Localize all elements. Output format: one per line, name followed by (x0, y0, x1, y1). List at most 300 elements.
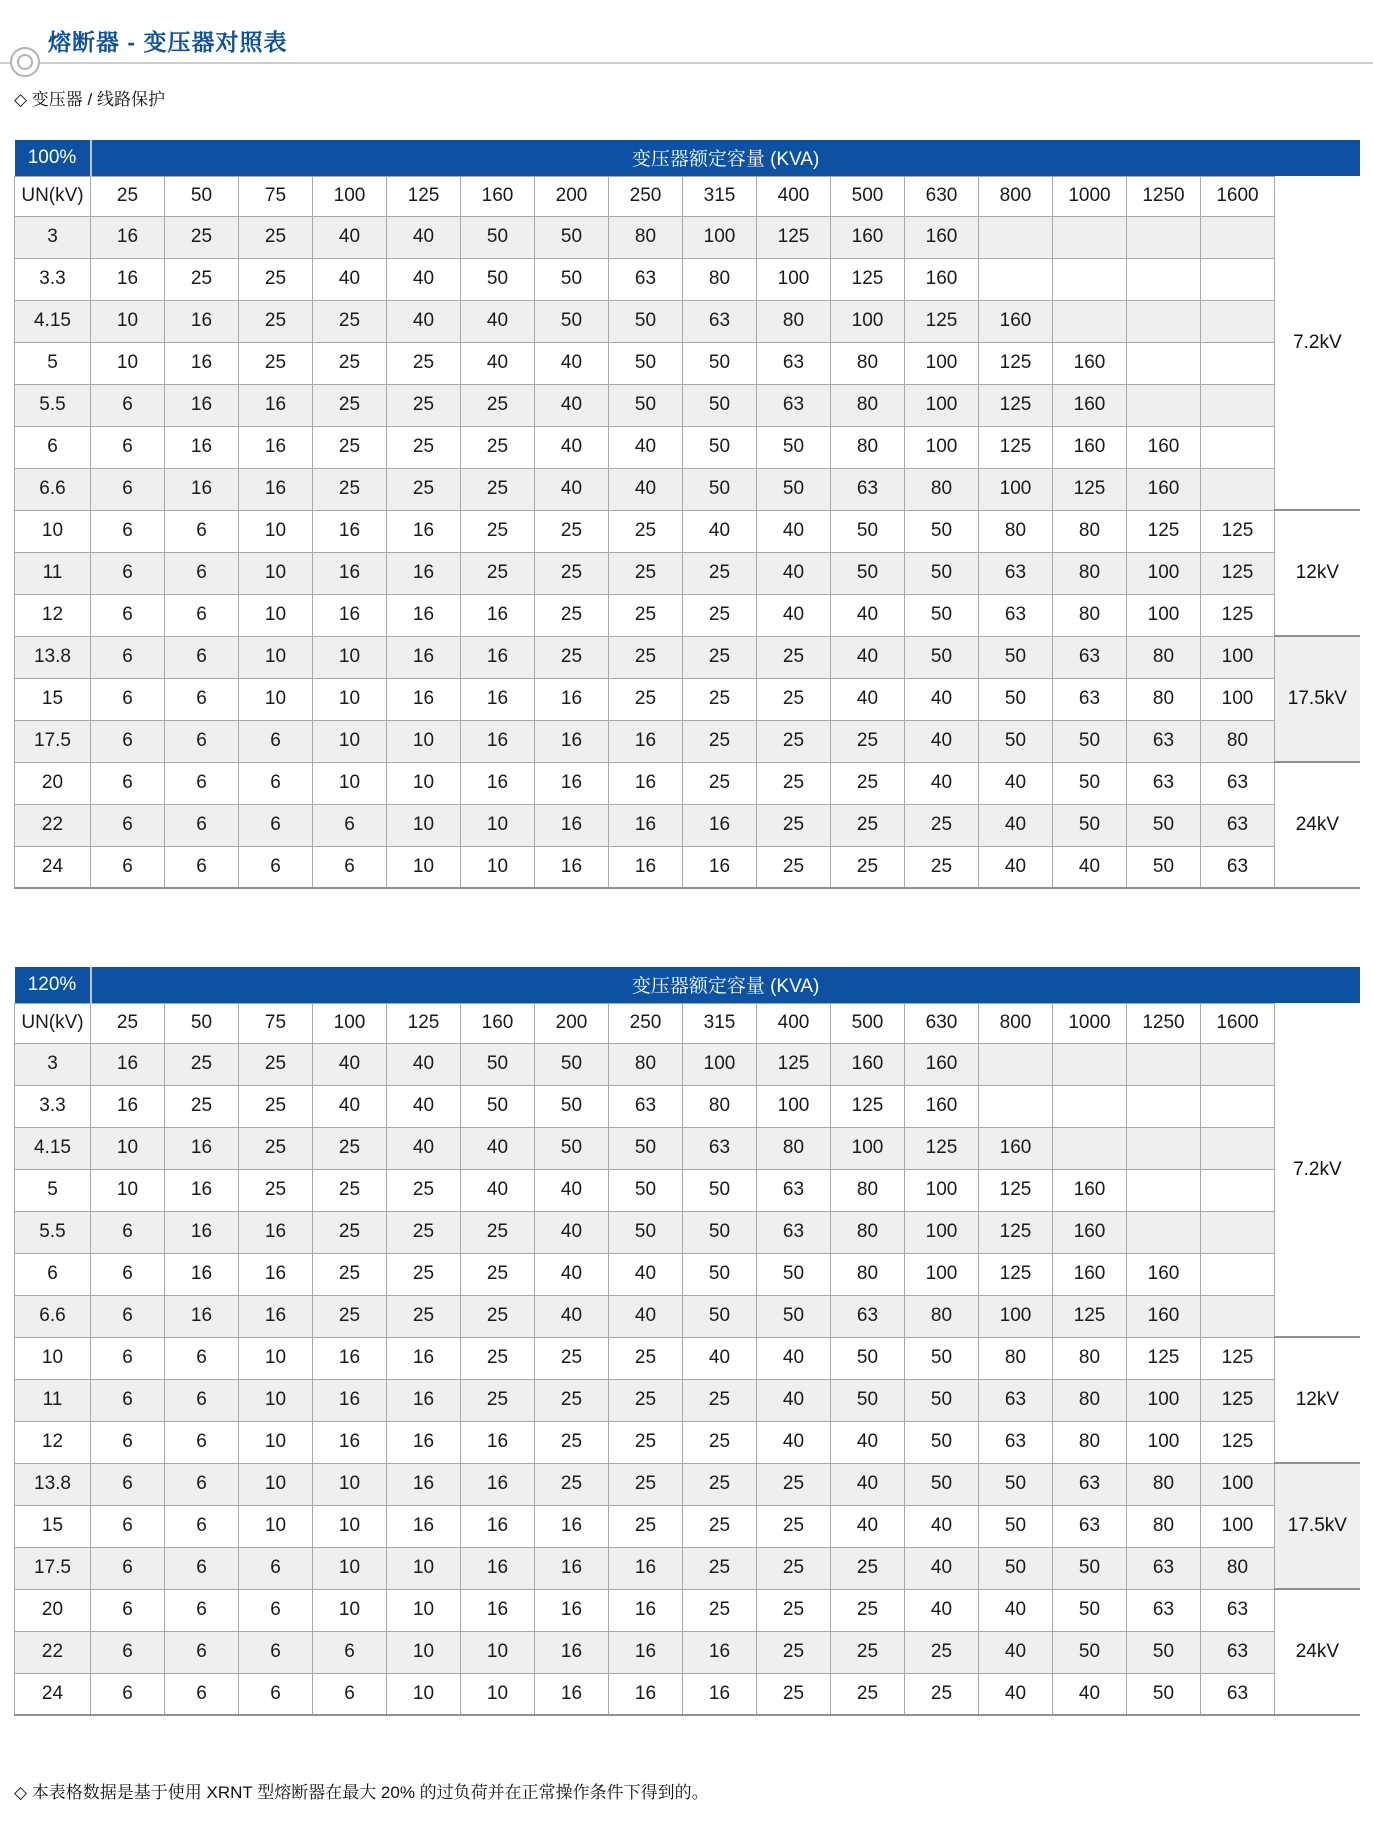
value-cell: 25 (387, 426, 461, 468)
value-cell: 16 (535, 1673, 609, 1715)
value-cell: 40 (979, 804, 1053, 846)
value-cell: 63 (979, 594, 1053, 636)
value-cell: 16 (461, 678, 535, 720)
value-cell (1127, 1043, 1201, 1085)
value-cell: 50 (683, 426, 757, 468)
value-cell: 50 (683, 468, 757, 510)
value-cell: 40 (461, 1169, 535, 1211)
value-cell: 25 (535, 552, 609, 594)
data-row (15, 1631, 1360, 1673)
value-cell: 40 (313, 1085, 387, 1127)
value-cell: 63 (757, 384, 831, 426)
value-cell: 100 (831, 1127, 905, 1169)
value-cell: 25 (831, 1589, 905, 1631)
data-row (15, 552, 1360, 594)
value-cell: 50 (831, 1337, 905, 1379)
value-cell: 10 (387, 762, 461, 804)
table-120-percent (14, 967, 1360, 1716)
value-cell: 25 (461, 1337, 535, 1379)
value-cell: 10 (461, 1673, 535, 1715)
data-row (15, 1211, 1360, 1253)
value-cell: 63 (609, 1085, 683, 1127)
value-cell: 100 (1201, 678, 1275, 720)
value-cell: 16 (165, 1253, 239, 1295)
value-cell: 40 (313, 216, 387, 258)
value-cell: 16 (535, 846, 609, 888)
capacity-column-header: 25 (91, 1003, 165, 1043)
value-cell: 16 (387, 552, 461, 594)
value-cell: 25 (683, 552, 757, 594)
footnote: ◇ 本表格数据是基于使用 XRNT 型熔断器在最大 20% 的过负荷并在正常操作条件下得到的。 (14, 1783, 709, 1802)
value-cell: 50 (831, 552, 905, 594)
value-cell: 25 (609, 552, 683, 594)
value-cell: 25 (683, 594, 757, 636)
value-cell: 100 (905, 426, 979, 468)
value-cell: 10 (387, 804, 461, 846)
value-cell: 50 (905, 1379, 979, 1421)
data-row (15, 1463, 1360, 1505)
value-cell: 40 (387, 216, 461, 258)
un-value-cell: 17.5 (15, 1547, 91, 1589)
un-value-cell: 17.5 (15, 720, 91, 762)
data-row (15, 300, 1360, 342)
value-cell: 6 (165, 762, 239, 804)
table-title-row (15, 967, 1360, 1003)
value-cell (1201, 300, 1275, 342)
value-cell: 10 (239, 636, 313, 678)
value-cell: 80 (1053, 1379, 1127, 1421)
value-cell: 6 (165, 1547, 239, 1589)
value-cell (979, 1085, 1053, 1127)
value-cell: 125 (757, 1043, 831, 1085)
value-cell: 40 (461, 342, 535, 384)
value-cell: 16 (165, 468, 239, 510)
value-cell: 40 (905, 1547, 979, 1589)
value-cell: 16 (683, 804, 757, 846)
capacity-header-cell: 变压器额定容量 (KVA) (91, 967, 1360, 1003)
value-cell: 40 (609, 426, 683, 468)
value-cell: 25 (387, 1295, 461, 1337)
value-cell (1053, 258, 1127, 300)
value-cell: 50 (1053, 804, 1127, 846)
value-cell: 50 (905, 510, 979, 552)
value-cell: 80 (757, 300, 831, 342)
value-cell: 40 (461, 1127, 535, 1169)
value-cell: 25 (757, 1631, 831, 1673)
value-cell: 10 (313, 1547, 387, 1589)
value-cell: 6 (239, 762, 313, 804)
value-cell: 80 (1127, 678, 1201, 720)
data-row (15, 510, 1360, 552)
value-cell: 80 (905, 1295, 979, 1337)
value-cell: 25 (683, 636, 757, 678)
value-cell: 63 (979, 1421, 1053, 1463)
value-cell: 80 (683, 258, 757, 300)
value-cell: 40 (757, 1337, 831, 1379)
data-row (15, 426, 1360, 468)
value-cell: 100 (905, 1169, 979, 1211)
value-cell (979, 216, 1053, 258)
value-cell: 6 (91, 1547, 165, 1589)
un-value-cell: 3 (15, 216, 91, 258)
value-cell: 10 (313, 1463, 387, 1505)
value-cell: 50 (609, 1169, 683, 1211)
value-cell: 16 (313, 594, 387, 636)
value-cell: 6 (165, 1379, 239, 1421)
value-cell: 6 (91, 762, 165, 804)
value-cell: 50 (683, 1169, 757, 1211)
value-cell (1127, 216, 1201, 258)
value-cell: 25 (387, 468, 461, 510)
value-cell (1201, 342, 1275, 384)
value-cell: 50 (683, 384, 757, 426)
value-cell: 160 (831, 216, 905, 258)
value-cell: 40 (313, 1043, 387, 1085)
value-cell: 160 (905, 258, 979, 300)
value-cell: 100 (1127, 594, 1201, 636)
value-cell: 40 (831, 594, 905, 636)
page-title: 熔断器 - 变压器对照表 (48, 29, 288, 55)
un-value-cell: 13.8 (15, 1463, 91, 1505)
capacity-column-header: 315 (683, 176, 757, 216)
capacity-column-header: 630 (905, 1003, 979, 1043)
value-cell: 6 (91, 1589, 165, 1631)
value-cell: 125 (831, 1085, 905, 1127)
capacity-column-header: 75 (239, 176, 313, 216)
value-cell: 50 (609, 1211, 683, 1253)
value-cell: 160 (979, 300, 1053, 342)
value-cell: 40 (535, 342, 609, 384)
value-cell: 50 (905, 1421, 979, 1463)
value-cell: 50 (979, 1505, 1053, 1547)
value-cell: 25 (313, 384, 387, 426)
value-cell (1201, 1169, 1275, 1211)
value-cell: 16 (609, 762, 683, 804)
data-row (15, 1589, 1360, 1631)
value-cell: 16 (461, 1505, 535, 1547)
kv-group-cell: 24kV (1275, 1589, 1360, 1715)
un-value-cell: 3 (15, 1043, 91, 1085)
value-cell: 16 (535, 1589, 609, 1631)
value-cell: 63 (831, 1295, 905, 1337)
capacity-column-header: 400 (757, 176, 831, 216)
un-value-cell: 10 (15, 1337, 91, 1379)
value-cell: 6 (91, 1421, 165, 1463)
capacity-column-header: 250 (609, 1003, 683, 1043)
value-cell: 100 (757, 1085, 831, 1127)
data-row (15, 342, 1360, 384)
column-header-row (15, 176, 1360, 216)
value-cell: 25 (609, 1505, 683, 1547)
value-cell: 25 (757, 678, 831, 720)
capacity-column-header: 1600 (1201, 176, 1275, 216)
un-value-cell: 6 (15, 1253, 91, 1295)
value-cell: 25 (609, 1421, 683, 1463)
value-cell: 50 (757, 1295, 831, 1337)
value-cell: 25 (535, 1421, 609, 1463)
value-cell (1127, 1169, 1201, 1211)
value-cell: 100 (1127, 1379, 1201, 1421)
value-cell: 16 (313, 1421, 387, 1463)
value-cell: 40 (831, 1421, 905, 1463)
value-cell: 25 (757, 1589, 831, 1631)
value-cell: 10 (313, 762, 387, 804)
value-cell (1201, 384, 1275, 426)
value-cell: 160 (905, 1085, 979, 1127)
value-cell: 6 (239, 846, 313, 888)
un-value-cell: 5 (15, 1169, 91, 1211)
value-cell (979, 258, 1053, 300)
capacity-column-header: 50 (165, 1003, 239, 1043)
value-cell: 40 (535, 1169, 609, 1211)
value-cell: 40 (461, 300, 535, 342)
value-cell: 50 (535, 1127, 609, 1169)
value-cell: 16 (239, 468, 313, 510)
kv-group-cell: 24kV (1275, 762, 1360, 888)
value-cell: 25 (165, 1085, 239, 1127)
un-kv-header-cell: UN(kV) (15, 176, 91, 216)
value-cell: 125 (979, 1253, 1053, 1295)
value-cell: 40 (905, 678, 979, 720)
percent-cell: 120% (15, 967, 91, 1003)
capacity-column-header: 200 (535, 1003, 609, 1043)
un-value-cell: 5 (15, 342, 91, 384)
value-cell: 40 (535, 426, 609, 468)
value-cell: 6 (91, 1379, 165, 1421)
value-cell: 25 (905, 846, 979, 888)
un-value-cell: 5.5 (15, 1211, 91, 1253)
capacity-column-header: 160 (461, 176, 535, 216)
value-cell: 50 (757, 468, 831, 510)
value-cell: 25 (387, 1211, 461, 1253)
value-cell: 50 (683, 1211, 757, 1253)
value-cell: 16 (535, 678, 609, 720)
value-cell (1201, 1085, 1275, 1127)
data-row (15, 846, 1360, 888)
value-cell: 6 (313, 846, 387, 888)
un-value-cell: 10 (15, 510, 91, 552)
data-row (15, 1673, 1360, 1715)
capacity-column-header: 200 (535, 176, 609, 216)
value-cell: 40 (609, 468, 683, 510)
value-cell: 50 (1053, 1547, 1127, 1589)
value-cell: 40 (757, 594, 831, 636)
value-cell: 40 (535, 384, 609, 426)
value-cell: 125 (757, 216, 831, 258)
value-cell (1053, 1127, 1127, 1169)
value-cell: 63 (1201, 846, 1275, 888)
value-cell: 6 (165, 846, 239, 888)
value-cell: 25 (387, 384, 461, 426)
value-cell: 40 (683, 1337, 757, 1379)
value-cell: 25 (683, 1505, 757, 1547)
value-cell: 125 (1201, 552, 1275, 594)
value-cell: 10 (461, 846, 535, 888)
value-cell: 10 (461, 1631, 535, 1673)
value-cell: 25 (609, 510, 683, 552)
value-cell: 40 (1053, 1673, 1127, 1715)
value-cell: 16 (387, 594, 461, 636)
value-cell: 25 (609, 1463, 683, 1505)
value-cell: 80 (831, 384, 905, 426)
value-cell: 63 (1053, 636, 1127, 678)
value-cell: 6 (313, 1673, 387, 1715)
value-cell: 25 (239, 1169, 313, 1211)
value-cell: 16 (239, 384, 313, 426)
value-cell (1127, 1211, 1201, 1253)
data-row (15, 636, 1360, 678)
table-100-percent (14, 140, 1360, 889)
value-cell: 16 (535, 804, 609, 846)
value-cell: 10 (239, 1421, 313, 1463)
table-title-row (15, 140, 1360, 176)
value-cell: 63 (979, 1379, 1053, 1421)
value-cell: 25 (165, 258, 239, 300)
value-cell: 6 (239, 720, 313, 762)
data-row (15, 1337, 1360, 1379)
value-cell: 16 (165, 300, 239, 342)
value-cell: 63 (757, 342, 831, 384)
value-cell: 25 (535, 1337, 609, 1379)
value-cell: 25 (831, 1547, 905, 1589)
value-cell (1127, 1085, 1201, 1127)
value-cell: 50 (831, 510, 905, 552)
value-cell: 16 (387, 678, 461, 720)
value-cell: 50 (979, 1547, 1053, 1589)
value-cell: 40 (831, 678, 905, 720)
value-cell: 16 (313, 552, 387, 594)
value-cell: 25 (535, 1463, 609, 1505)
value-cell: 25 (461, 426, 535, 468)
capacity-column-header: 25 (91, 176, 165, 216)
capacity-column-header: 500 (831, 1003, 905, 1043)
data-row (15, 1127, 1360, 1169)
value-cell: 40 (905, 720, 979, 762)
value-cell: 80 (609, 216, 683, 258)
capacity-header-cell: 变压器额定容量 (KVA) (91, 140, 1360, 176)
value-cell: 10 (387, 1589, 461, 1631)
value-cell: 160 (905, 216, 979, 258)
value-cell: 100 (905, 384, 979, 426)
value-cell: 16 (165, 384, 239, 426)
value-cell: 63 (1201, 762, 1275, 804)
value-cell: 63 (757, 1169, 831, 1211)
value-cell: 10 (387, 846, 461, 888)
value-cell: 16 (683, 1673, 757, 1715)
value-cell: 6 (239, 804, 313, 846)
value-cell: 25 (683, 720, 757, 762)
value-cell: 50 (609, 1127, 683, 1169)
value-cell: 40 (387, 300, 461, 342)
data-row (15, 384, 1360, 426)
data-row (15, 1253, 1360, 1295)
value-cell: 25 (461, 1379, 535, 1421)
value-cell: 160 (1127, 468, 1201, 510)
value-cell (1201, 216, 1275, 258)
value-cell: 6 (91, 1253, 165, 1295)
un-value-cell: 15 (15, 1505, 91, 1547)
value-cell: 10 (239, 1379, 313, 1421)
value-cell: 50 (461, 1043, 535, 1085)
value-cell: 50 (609, 300, 683, 342)
kv-group-cell: 17.5kV (1275, 1463, 1360, 1589)
value-cell: 25 (313, 300, 387, 342)
value-cell: 16 (165, 342, 239, 384)
capacity-column-header: 1600 (1201, 1003, 1275, 1043)
value-cell: 16 (387, 1337, 461, 1379)
value-cell: 25 (239, 1085, 313, 1127)
value-cell (979, 1043, 1053, 1085)
value-cell: 25 (757, 720, 831, 762)
value-cell: 50 (831, 1379, 905, 1421)
value-cell: 40 (905, 1505, 979, 1547)
value-cell: 25 (609, 636, 683, 678)
value-cell: 25 (535, 636, 609, 678)
value-cell: 100 (979, 468, 1053, 510)
value-cell: 80 (1053, 1421, 1127, 1463)
value-cell: 50 (535, 1085, 609, 1127)
value-cell: 6 (91, 510, 165, 552)
value-cell: 6 (313, 804, 387, 846)
value-cell: 25 (239, 342, 313, 384)
value-cell: 50 (905, 594, 979, 636)
value-cell: 125 (1201, 1421, 1275, 1463)
value-cell: 6 (91, 426, 165, 468)
value-cell: 25 (683, 1547, 757, 1589)
value-cell: 6 (165, 804, 239, 846)
value-cell: 25 (461, 1295, 535, 1337)
value-cell: 25 (757, 762, 831, 804)
value-cell: 40 (831, 1505, 905, 1547)
value-cell: 50 (535, 216, 609, 258)
value-cell: 25 (905, 804, 979, 846)
value-cell: 125 (1053, 1295, 1127, 1337)
value-cell: 125 (979, 426, 1053, 468)
un-value-cell: 6.6 (15, 1295, 91, 1337)
value-cell: 100 (979, 1295, 1053, 1337)
data-row (15, 1295, 1360, 1337)
value-cell: 160 (905, 1043, 979, 1085)
value-cell: 6 (165, 1505, 239, 1547)
value-cell: 160 (1053, 342, 1127, 384)
value-cell: 160 (1053, 384, 1127, 426)
value-cell: 25 (165, 216, 239, 258)
value-cell: 25 (683, 1421, 757, 1463)
data-row (15, 762, 1360, 804)
value-cell: 25 (239, 1127, 313, 1169)
value-cell: 125 (905, 300, 979, 342)
value-cell: 63 (757, 1211, 831, 1253)
value-cell: 25 (757, 1673, 831, 1715)
value-cell: 25 (757, 804, 831, 846)
value-cell: 40 (313, 258, 387, 300)
value-cell: 63 (1201, 1631, 1275, 1673)
value-cell: 40 (979, 762, 1053, 804)
value-cell: 40 (609, 1295, 683, 1337)
value-cell: 10 (239, 510, 313, 552)
capacity-column-header: 100 (313, 1003, 387, 1043)
value-cell: 10 (91, 342, 165, 384)
value-cell: 6 (91, 1337, 165, 1379)
value-cell: 25 (535, 510, 609, 552)
value-cell (1201, 258, 1275, 300)
capacity-column-header: 500 (831, 176, 905, 216)
value-cell: 80 (831, 342, 905, 384)
un-value-cell: 15 (15, 678, 91, 720)
data-row (15, 1547, 1360, 1589)
value-cell: 40 (979, 846, 1053, 888)
value-cell: 6 (165, 1421, 239, 1463)
